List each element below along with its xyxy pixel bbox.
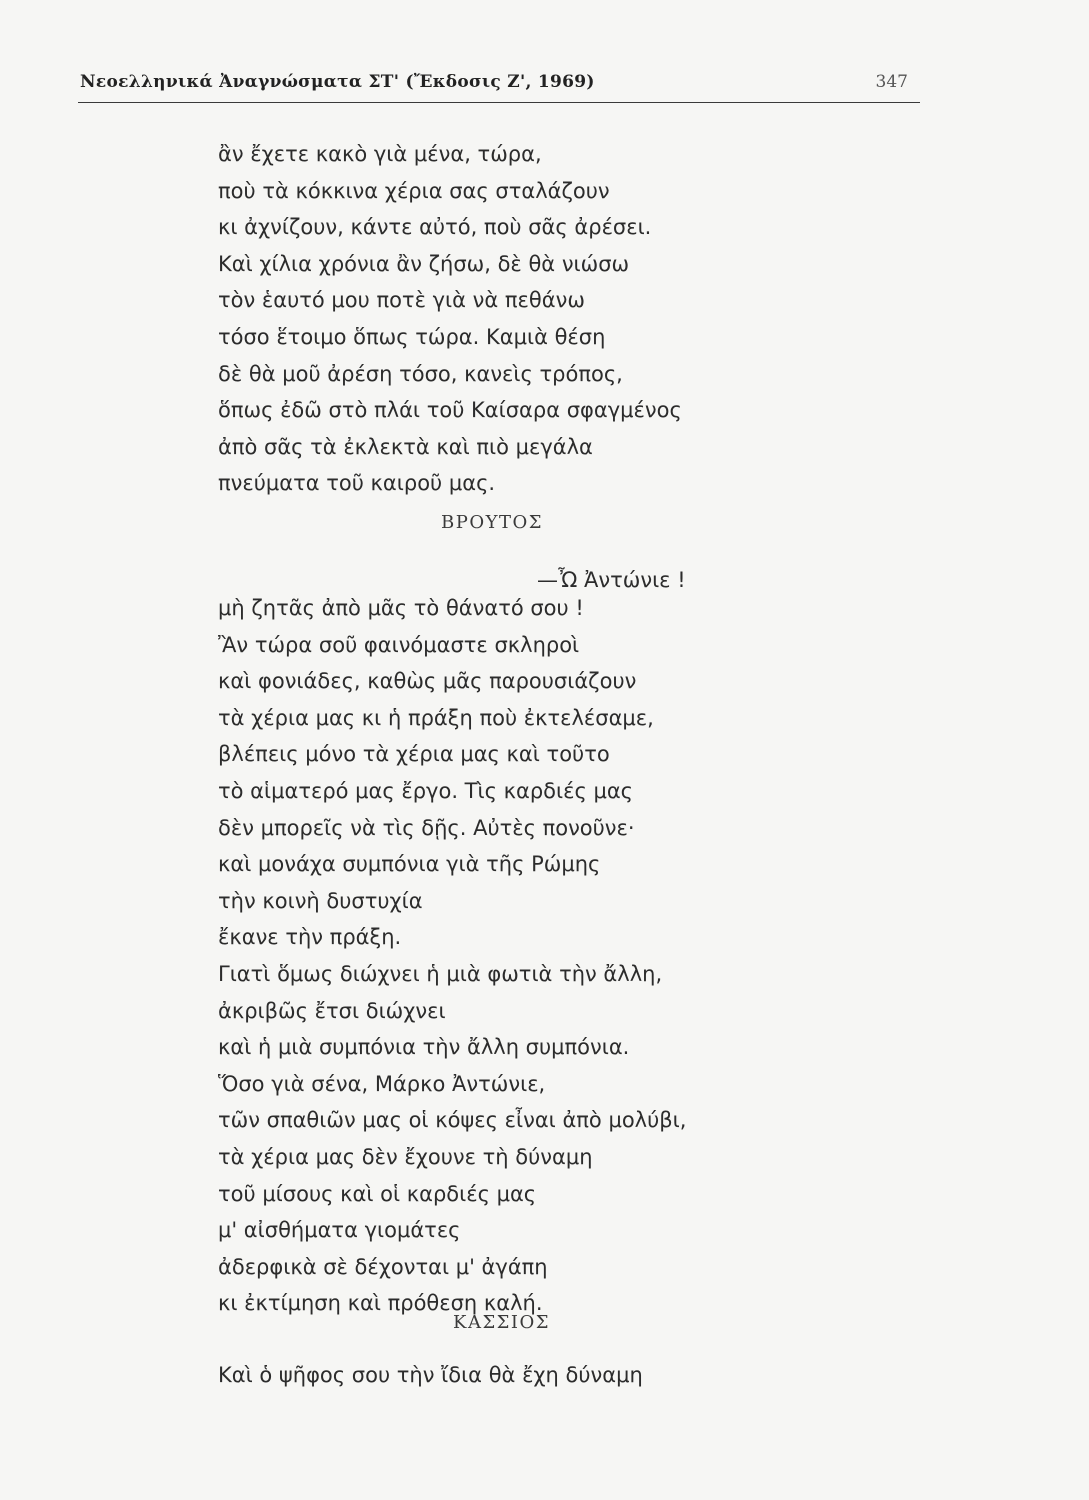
- verse-line: καὶ φονιάδες, καθὼς μᾶς παρουσιάζουν: [218, 669, 637, 694]
- verse-line: μ' αἰσθήματα γιομάτες: [218, 1218, 461, 1243]
- header-title: Νεοελληνικά Ἀναγνώσματα ΣΤ' (Ἔκδοσις Ζ', 1969): [80, 72, 595, 92]
- verse-line: καὶ ἡ μιὰ συμπόνια τὴν ἄλλη συμπόνια.: [218, 1035, 630, 1060]
- verse-line: Ὅσο γιὰ σένα, Μάρκο Ἀντώνιε,: [218, 1071, 546, 1096]
- verse-line: τὴν κοινὴ δυστυχία: [218, 888, 423, 913]
- page-number: 347: [875, 72, 908, 92]
- verse-line: βλέπεις μόνο τὰ χέρια μας καὶ τοῦτο: [218, 742, 610, 767]
- verse-line-opening: —Ὦ Ἀντώνιε !: [537, 568, 686, 592]
- verse-line: καὶ μονάχα συμπόνια γιὰ τῆς Ρώμης: [218, 852, 601, 877]
- verse-line: μὴ ζητᾶς ἀπὸ μᾶς τὸ θάνατό σου !: [218, 596, 584, 620]
- verse-block-1: [218, 136, 682, 502]
- verse-line: τὸν ἑαυτό μου ποτὲ γιὰ νὰ πεθάνω: [218, 288, 585, 313]
- verse-line: τοῦ μίσους καὶ οἱ καρδιές μας: [218, 1181, 537, 1206]
- verse-line: πνεύματα τοῦ καιροῦ μας.: [218, 471, 496, 496]
- verse-line: ἔκανε τὴν πράξη.: [218, 925, 402, 950]
- verse-line: ἀκριβῶς ἔτσι διώχνει: [218, 998, 446, 1023]
- verse-line: ὅπως ἐδῶ στὸ πλάι τοῦ Καίσαρα σφαγμένος: [218, 398, 682, 423]
- verse-block-2: [218, 590, 686, 1322]
- speaker-name-brutus: ΒΡΟΥΤΟΣ: [441, 512, 543, 533]
- running-header: [78, 70, 920, 103]
- verse-block-3: [218, 1357, 643, 1394]
- verse-line: ἂν ἔχετε κακὸ γιὰ μένα, τώρα,: [218, 142, 542, 166]
- verse-line: ἀπὸ σᾶς τὰ ἐκλεκτὰ καὶ πιὸ μεγάλα: [218, 434, 593, 459]
- verse-line: Ἂν τώρα σοῦ φαινόμαστε σκληροὶ: [218, 632, 580, 657]
- verse-line: τὰ χέρια μας κι ἡ πράξη ποὺ ἐκτελέσαμε,: [218, 705, 654, 730]
- verse-line: κι ἐκτίμηση καὶ πρόθεση καλή.: [218, 1291, 543, 1316]
- speaker-name-cassius: ΚΑΣΣΙΟΣ: [453, 1312, 550, 1333]
- verse-line: Καὶ ὁ ψῆφος σου τὴν ἴδια θὰ ἔχη δύναμη: [218, 1363, 643, 1387]
- verse-line: Γιατὶ ὅμως διώχνει ἡ μιὰ φωτιὰ τὴν ἄλλη,: [218, 961, 663, 986]
- verse-line: δὲν μπορεῖς νὰ τὶς δῇς. Αὐτὲς πονοῦνε·: [218, 815, 635, 840]
- verse-line: τὰ χέρια μας δὲν ἔχουνε τὴ δύναμη: [218, 1144, 593, 1169]
- verse-line: δὲ θὰ μοῦ ἀρέση τόσο, κανεὶς τρόπος,: [218, 361, 623, 386]
- verse-line: ποὺ τὰ κόκκινα χέρια σας σταλάζουν: [218, 178, 610, 203]
- verse-line: Καὶ χίλια χρόνια ἂν ζήσω, δὲ θὰ νιώσω: [218, 251, 630, 276]
- verse-line: τόσο ἕτοιμο ὅπως τώρα. Καμιὰ θέση: [218, 324, 606, 349]
- verse-line: τῶν σπαθιῶν μας οἱ κόψες εἶναι ἀπὸ μολύβι,: [218, 1108, 687, 1133]
- verse-line: κι ἀχνίζουν, κάντε αὐτό, ποὺ σᾶς ἀρέσει.: [218, 215, 652, 240]
- verse-line: ἀδερφικὰ σὲ δέχονται μ' ἀγάπη: [218, 1254, 548, 1279]
- verse-line: τὸ αἱματερό μας ἔργο. Τὶς καρδιές μας: [218, 778, 633, 803]
